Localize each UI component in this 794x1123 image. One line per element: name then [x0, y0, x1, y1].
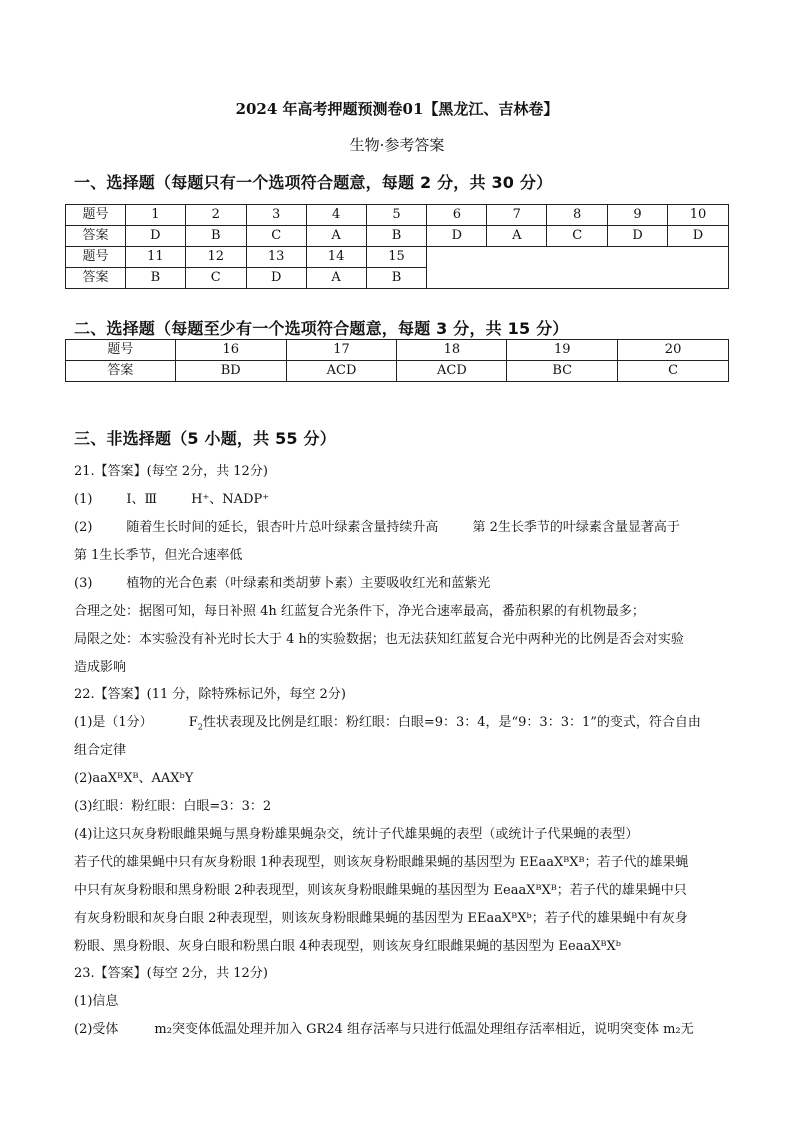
q22-heading: 22.【答案】(11 分，除特殊标记外，每空 2分): [74, 687, 346, 702]
answer-text: (2)受体: [74, 1022, 119, 1037]
answer-text: 随着生长时间的延长，银杏叶片总叶绿素含量持续升高: [126, 520, 439, 535]
table-cell: D: [668, 226, 729, 247]
q21-part2-cont: 第 1生长季节，但光合速率低: [74, 548, 243, 563]
row-label: 题号: [66, 247, 126, 268]
row-label: 题号: [66, 340, 176, 361]
table-cell: 4: [306, 205, 366, 226]
table-cell: 13: [246, 247, 306, 268]
part-number: (1): [74, 492, 93, 507]
q21-heading: 21.【答案】(每空 2分，共 12分): [74, 464, 268, 479]
table-cell: 8: [547, 205, 608, 226]
empty-cell: [427, 247, 729, 289]
q21-part1: [74, 491, 724, 509]
page-title: 2024 年高考押题预测卷01【黑龙江、吉林卷】: [235, 100, 559, 118]
q22-line: 粉眼、黑身粉眼、灰身白眼和粉黑白眼 4种表现型，则该灰身红眼雌果蝇的基因型为 EeaaXᴮXᵇ: [74, 939, 621, 954]
table-cell: 7: [487, 205, 547, 226]
table-cell: BC: [507, 361, 618, 382]
answer-text: Ⅰ、Ⅲ: [126, 492, 158, 507]
table-row: [66, 226, 729, 247]
table-cell: BD: [175, 361, 286, 382]
table-cell: 9: [608, 205, 668, 226]
table-cell: 20: [618, 340, 729, 361]
table-cell: D: [125, 226, 185, 247]
q22-line: (4)让这只灰身粉眼雌果蝇与黑身粉雄果蝇杂交，统计子代雄果蝇的表型（或统计子代果蝇的表型）: [74, 827, 639, 842]
table-cell: 6: [427, 205, 487, 226]
section-2-heading: 二、选择题（每题至少有一个选项符合题意，每题 3 分，共 15 分）: [74, 319, 569, 338]
table-cell: 10: [668, 205, 729, 226]
q22-line: 组合定律: [74, 743, 127, 758]
table-cell: 14: [306, 247, 366, 268]
answer-text: $F_2$: [188, 715, 203, 732]
answer-text: 性状表现及比例是红眼：粉红眼：白眼=9：3：4，是“9：3：3：1”的变式，符合自由: [202, 715, 701, 730]
q23-part2: [74, 1021, 724, 1039]
table-cell: B: [125, 268, 185, 289]
answer-text: (1)是（1分）: [74, 715, 153, 730]
row-label: 答案: [66, 268, 126, 289]
row-label: 题号: [66, 205, 126, 226]
table-cell: B: [366, 226, 427, 247]
table-cell: C: [618, 361, 729, 382]
row-label: 答案: [66, 361, 176, 382]
answer-text: 第 2生长季节的叶绿素含量显著高于: [472, 520, 680, 535]
q22-line: 中只有灰身粉眼和黑身粉眼 2种表现型，则该灰身粉眼雌果蝇的基因型为 EeaaXᴮXᴮ；若子代的雄果蝇中只: [74, 883, 687, 898]
table-row: [66, 340, 729, 361]
table-cell: 17: [286, 340, 397, 361]
answer-text: 植物的光合色素（叶绿素和类胡萝卜素）主要吸收红光和蓝紫光: [126, 576, 491, 591]
answer-table-2: [65, 339, 729, 382]
answer-table-1: [65, 204, 729, 289]
answer-text: H⁺、NADP⁺: [191, 492, 270, 507]
section-1-heading: 一、选择题（每题只有一个选项符合题意，每题 2 分，共 30 分）: [74, 173, 553, 192]
page-subtitle: 生物·参考答案: [349, 136, 445, 154]
table-cell: 2: [185, 205, 246, 226]
section-3-heading: 三、非选择题（5 小题，共 55 分）: [74, 429, 336, 448]
table-cell: 5: [366, 205, 427, 226]
q22-line: 有灰身粉眼和灰身白眼 2种表现型，则该灰身粉眼雌果蝇的基因型为 EEaaXᴮXᵇ；若子代的雄果蝇中有灰身: [74, 911, 688, 926]
q21-line: 造成影响: [74, 660, 127, 675]
table-cell: 19: [507, 340, 618, 361]
table-cell: D: [427, 226, 487, 247]
table-cell: B: [185, 226, 246, 247]
table-cell: C: [246, 226, 306, 247]
table-cell: 12: [185, 247, 246, 268]
q23-line: (1)信息: [74, 994, 119, 1009]
table-cell: A: [487, 226, 547, 247]
table-cell: D: [608, 226, 668, 247]
table-cell: 18: [397, 340, 507, 361]
q21-part2: [74, 519, 724, 537]
table-cell: 11: [125, 247, 185, 268]
answer-text: m₂突变体低温处理并加入 GR24 组存活率与只进行低温处理组存活率相近，说明突变体 m₂无: [154, 1022, 694, 1037]
table-cell: 16: [175, 340, 286, 361]
table-cell: ACD: [397, 361, 507, 382]
table-cell: B: [366, 268, 427, 289]
table-row: [66, 247, 729, 268]
table-cell: A: [306, 268, 366, 289]
table-cell: 3: [246, 205, 306, 226]
q22-line: 若子代的雄果蝇中只有灰身粉眼 1种表现型，则该灰身粉眼雌果蝇的基因型为 EEaaXᴮXᴮ；若子代的雄果蝇: [74, 855, 689, 870]
q22-part1: [74, 714, 724, 737]
table-row: [66, 205, 729, 226]
table-cell: D: [246, 268, 306, 289]
table-cell: C: [547, 226, 608, 247]
row-label: 答案: [66, 226, 126, 247]
part-number: (2): [74, 520, 93, 535]
table-cell: C: [185, 268, 246, 289]
table-cell: 15: [366, 247, 427, 268]
q21-line: 局限之处：本实验没有补光时长大于 4 h的实验数据；也无法获知红蓝复合光中两种光的比例是否会对实验: [74, 632, 684, 647]
q23-heading: 23.【答案】(每空 2分，共 12分): [74, 966, 268, 981]
part-number: (3): [74, 576, 93, 591]
table-cell: 1: [125, 205, 185, 226]
table-cell: A: [306, 226, 366, 247]
q22-line: (3)红眼：粉红眼：白眼=3：3：2: [74, 799, 272, 814]
q22-line: (2)aaXᴮXᴮ、AAXᵇY: [74, 771, 194, 786]
table-cell: ACD: [286, 361, 397, 382]
q21-line: 合理之处：据图可知，每日补照 4h 红蓝复合光条件下，净光合速率最高，番茄积累的有机物最多；: [74, 604, 645, 619]
q21-part3: [74, 575, 724, 593]
table-row: [66, 361, 729, 382]
